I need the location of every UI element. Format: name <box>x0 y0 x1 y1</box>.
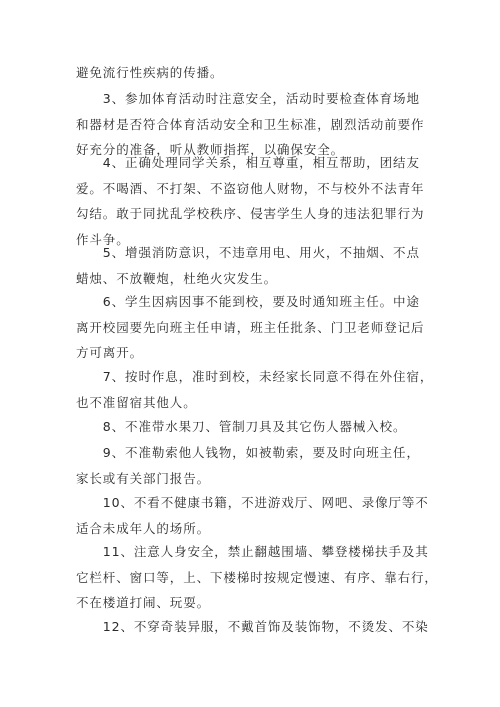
text-line: 3、参加体育活动时注意安全，活动时要检查体育场地 <box>76 91 420 106</box>
text-line: 4、正确处理同学关系，相互尊重，相互帮助，团结友 <box>76 155 420 170</box>
text-line: 9、不准勒索他人钱物，如被勒索，要及时向班主任， <box>76 445 420 460</box>
paragraph-rule-11 <box>76 539 438 616</box>
paragraph-rule-9 <box>76 440 432 491</box>
paragraph-rule-10 <box>76 490 432 541</box>
text-line: 10、不看不健康书籍，不进游戏厅、网吧、录像厅等不 <box>76 495 429 510</box>
text-line: 方可离开。 <box>76 345 144 360</box>
paragraph-rule-8 <box>76 414 432 440</box>
text-line: 也不准留宿其他人。 <box>76 394 197 410</box>
text-line: 避免流行性疾病的传播。 <box>76 65 224 80</box>
text-line: 好充分的准备，听从教师指挥，以确保安全。 <box>76 142 345 157</box>
text-line: 它栏杆、窗口等，上、下楼梯时按规定慢速、有序、靠右行， <box>76 569 438 585</box>
paragraph-rule-4 <box>76 150 432 252</box>
text-line: 6、学生因病因事不能到校，要及时通知班主任。中途 <box>76 294 420 309</box>
text-line: 蜡烛、不放鞭炮，杜绝火灾发生。 <box>76 270 278 286</box>
text-line: 勾结。敢于同扰乱学校秩序、侵害学生人身的违法犯罪行为 <box>76 206 425 221</box>
text-line: 7、按时作息，准时到校，未经家长同意不得在外住宿， <box>76 369 434 384</box>
text-line: 不在楼道打闹、玩耍。 <box>76 595 211 610</box>
paragraph-continuation <box>76 60 432 86</box>
text-line: 和器材是否符合体育活动安全和卫生标准，剧烈活动前要作 <box>76 116 425 132</box>
text-line: 离开校园要先向班主任申请，班主任批条、门卫老师登记后 <box>76 319 425 335</box>
text-line: 8、不准带水果刀、管制刀具及其它伤人器械入校。 <box>76 419 407 434</box>
text-line: 家长或有关部门报告。 <box>76 470 211 486</box>
paragraph-rule-6 <box>76 289 432 366</box>
text-line: 5、增强消防意识，不违章用电、用火，不抽烟、不点 <box>76 245 420 260</box>
text-line: 爱。不喝酒、不打架、不盗窃他人财物，不与校外不法青年 <box>76 180 425 196</box>
paragraph-rule-5 <box>76 240 432 291</box>
paragraph-rule-12 <box>76 614 432 640</box>
text-line: 11、注意人身安全，禁止翻越围墙、攀登楼梯扶手及其 <box>76 544 429 559</box>
text-line: 适合未成年人的场所。 <box>76 520 211 536</box>
text-line: 12、不穿奇装异服，不戴首饰及装饰物，不烫发、不染 <box>76 619 429 634</box>
paragraph-rule-7 <box>76 364 432 415</box>
text-line: 作斗争。 <box>76 231 130 247</box>
